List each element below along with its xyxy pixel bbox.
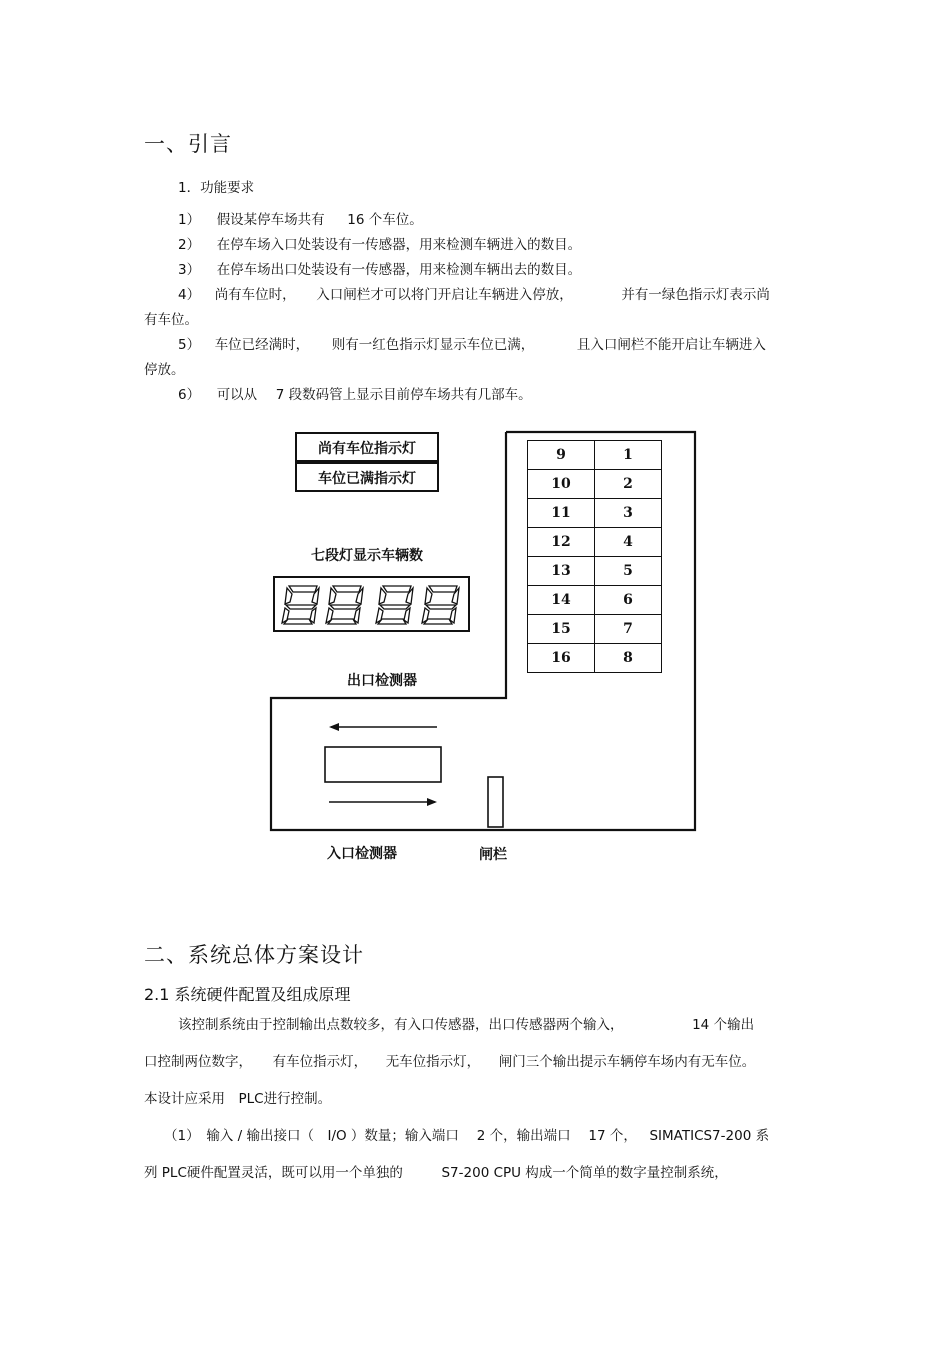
text-run: 口控制两位数字， bbox=[144, 1054, 252, 1070]
seven-seg-label: 七段灯显示车辆数 bbox=[311, 548, 423, 564]
list-item bbox=[178, 333, 766, 353]
space-cell: 14 bbox=[528, 586, 595, 615]
space-cell: 15 bbox=[528, 615, 595, 644]
item-text-c: 并有一绿色指示灯表示尚 bbox=[621, 287, 770, 303]
paragraph-line: 本设计应采用 PLC进行控制。 bbox=[144, 1091, 332, 1107]
item-number: 1） bbox=[178, 212, 201, 228]
text-run: 列 PLC硬件配置灵活，既可以用一个单独的 bbox=[144, 1165, 403, 1181]
item-text-b: 16 个车位。 bbox=[347, 212, 423, 228]
item-text: 在停车场入口处装设有一传感器，用来检测车辆进入的数目。 bbox=[216, 237, 582, 253]
text-run: （1） 输入 / 输出接口（ I/O ）数量；输入端口 2 个，输出端口 17 个， bbox=[164, 1128, 637, 1144]
item-number: 5） bbox=[178, 337, 201, 353]
list-item bbox=[178, 258, 581, 278]
section2-subtitle: 2.1 系统硬件配置及组成原理 bbox=[144, 985, 351, 1004]
section2-title: 二、系统总体方案设计 bbox=[144, 943, 364, 967]
text-run: 无车位指示灯， bbox=[385, 1054, 481, 1070]
list-item bbox=[178, 283, 770, 303]
text-run: 闸门三个输出提示车辆停车场内有无车位。 bbox=[498, 1054, 756, 1070]
item-number: 6） bbox=[178, 387, 201, 403]
item-text: 假设某停车场共有 bbox=[216, 212, 325, 228]
space-cell: 3 bbox=[595, 499, 662, 528]
parking-lot-diagram bbox=[243, 416, 703, 864]
indicator-available-label: 尚有车位指示灯 bbox=[318, 441, 416, 457]
space-cell: 16 bbox=[528, 644, 595, 673]
paragraph-line bbox=[144, 1161, 728, 1181]
gate-label: 闸栏 bbox=[479, 847, 507, 863]
list-item-continuation: 有车位。 bbox=[144, 312, 198, 328]
list-item bbox=[178, 208, 423, 228]
item-text-c: 且入口闸栏不能开启让车辆进入 bbox=[576, 337, 766, 353]
space-cell: 12 bbox=[528, 528, 595, 557]
list-item bbox=[178, 383, 532, 403]
section1-subtitle: 1．功能要求 bbox=[178, 180, 255, 196]
table-row bbox=[528, 470, 662, 499]
space-cell: 8 bbox=[595, 644, 662, 673]
text-run: 14 个输出 bbox=[692, 1017, 755, 1033]
space-cell: 2 bbox=[595, 470, 662, 499]
text-run: S7-200 CPU 构成一个简单的数字量控制系统， bbox=[441, 1165, 728, 1181]
paragraph-line bbox=[178, 1013, 754, 1033]
space-cell: 10 bbox=[528, 470, 595, 499]
list-item-continuation: 停放。 bbox=[144, 362, 185, 378]
item-text-b: 则有一红色指示灯显示车位已满， bbox=[331, 337, 535, 353]
item-number: 4） bbox=[178, 287, 201, 303]
item-text-b: 7 段数码管上显示目前停车场共有几部车。 bbox=[275, 387, 532, 403]
text-run: 有车位指示灯， bbox=[272, 1054, 368, 1070]
text-run: 该控制系统由于控制输出点数较多，有入口传感器，出口传感器两个输入， bbox=[178, 1017, 624, 1033]
item-text: 在停车场出口处装设有一传感器，用来检测车辆出去的数目。 bbox=[216, 262, 582, 278]
section1-title: 一、引言 bbox=[144, 132, 232, 156]
parking-spaces-table bbox=[527, 440, 662, 673]
space-cell: 9 bbox=[528, 441, 595, 470]
table-row bbox=[528, 499, 662, 528]
space-cell: 5 bbox=[595, 557, 662, 586]
space-cell: 7 bbox=[595, 615, 662, 644]
table-row bbox=[528, 615, 662, 644]
list-item bbox=[178, 233, 581, 253]
item-text: 车位已经满时， bbox=[214, 337, 310, 353]
space-cell: 11 bbox=[528, 499, 595, 528]
space-cell: 13 bbox=[528, 557, 595, 586]
table-row bbox=[528, 557, 662, 586]
paragraph-line bbox=[144, 1050, 755, 1070]
item-text-b: 入口闸栏才可以将门开启让车辆进入停放， bbox=[316, 287, 573, 303]
item-number: 3） bbox=[178, 262, 201, 278]
table-row bbox=[528, 441, 662, 470]
item-number: 2） bbox=[178, 237, 201, 253]
space-cell: 1 bbox=[595, 441, 662, 470]
table-row bbox=[528, 586, 662, 615]
indicator-full-label: 车位已满指示灯 bbox=[318, 471, 416, 487]
item-text: 尚有车位时， bbox=[214, 287, 296, 303]
table-row bbox=[528, 528, 662, 557]
entry-detector-label: 入口检测器 bbox=[327, 846, 397, 862]
text-run: SIMATICS7-200 系 bbox=[649, 1128, 770, 1144]
space-cell: 4 bbox=[595, 528, 662, 557]
table-row bbox=[528, 644, 662, 673]
item-text: 可以从 bbox=[216, 387, 258, 403]
exit-detector-label: 出口检测器 bbox=[347, 673, 417, 689]
paragraph-line bbox=[164, 1124, 769, 1144]
space-cell: 6 bbox=[595, 586, 662, 615]
